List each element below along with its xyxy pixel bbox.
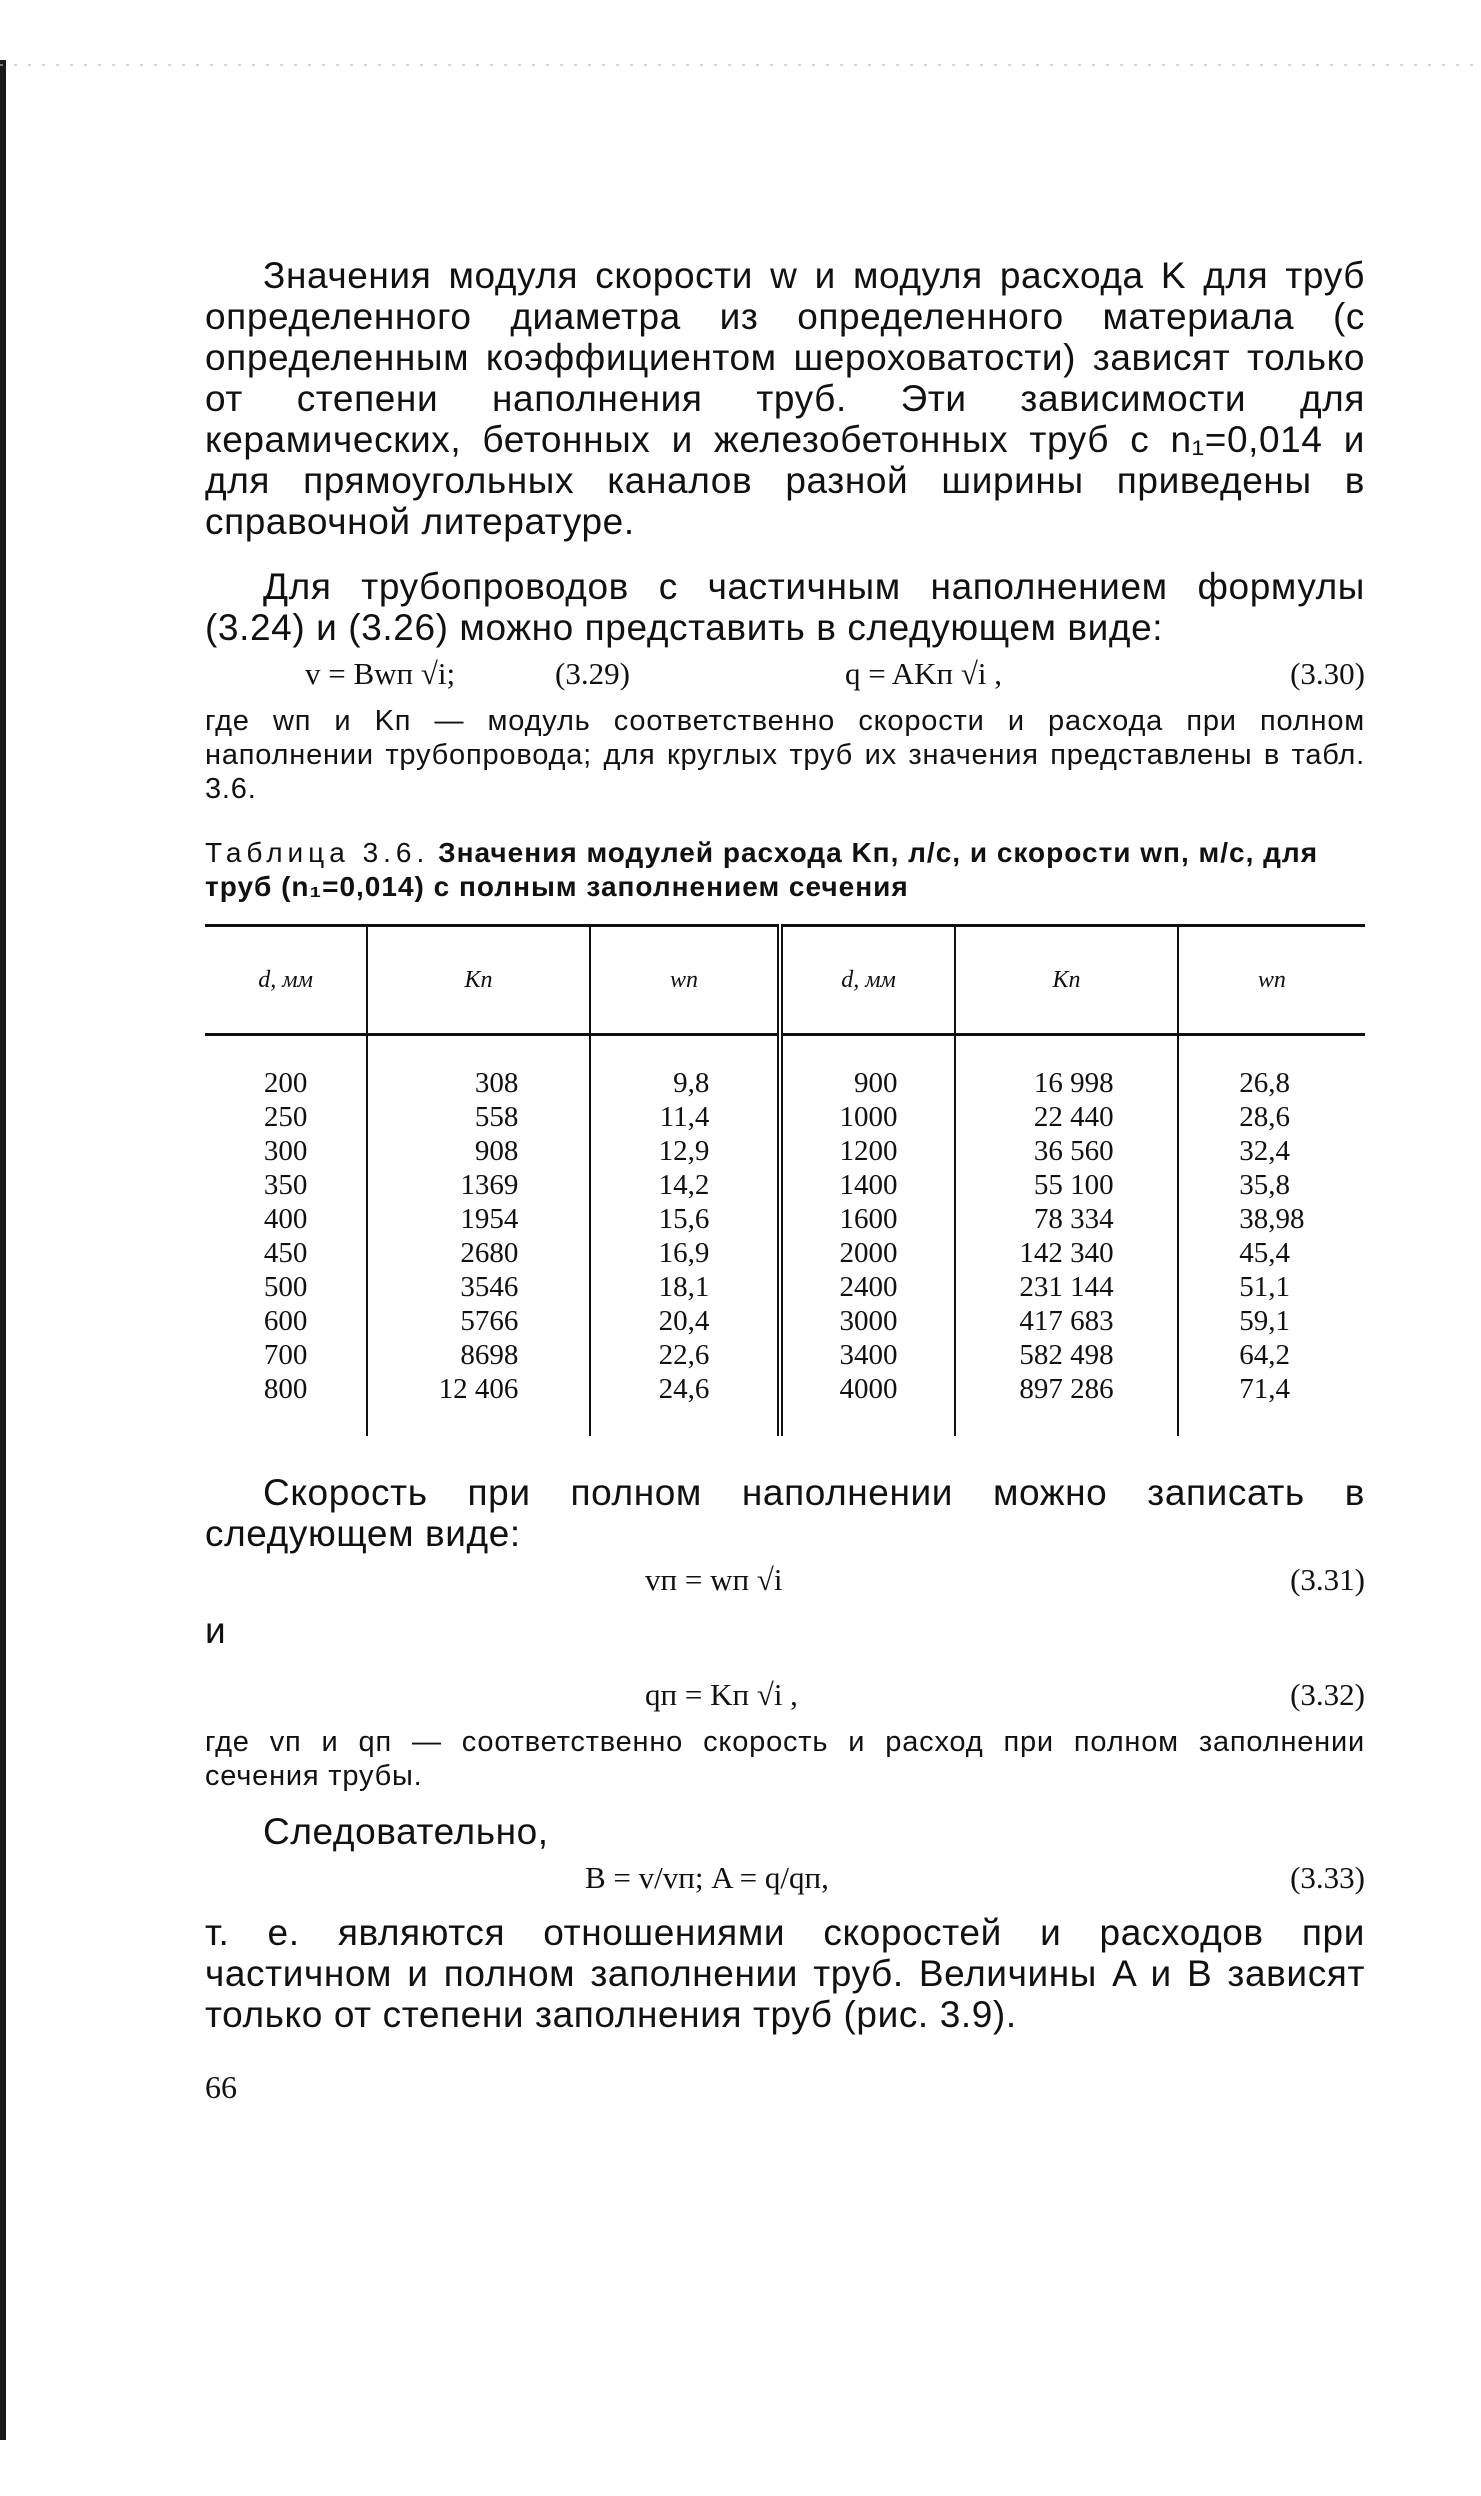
column-d-1 [205,1035,367,1437]
table-cell: 26,8 [1239,1067,1291,1099]
paragraph-5: т. е. являются отношениями скоростей и расходов при частичном и полном заполнении труб. Величины A и B зависят только от степени заполнения труб (рис. 3.9). [205,1912,1365,2035]
paragraph-3: Скорость при полном наполнении можно записать в следующем виде: [205,1472,1365,1554]
table-cell: 417 683 [1019,1305,1114,1337]
table-cell: 59,1 [1239,1305,1291,1337]
formula-number-3-32: (3.32) [1290,1677,1365,1712]
table-cell: 71,4 [1239,1373,1291,1405]
paragraph-4: Следовательно, [263,1811,549,1852]
table-cell: 55 100 [1033,1169,1114,1201]
table-cell: 16,9 [658,1237,710,1269]
column-k-1 [367,1035,590,1437]
formula-number-3-29: (3.29) [555,656,630,691]
table-header-row [205,926,1365,1035]
table-cell: 450 [263,1237,308,1269]
table-cell: 1954 [460,1203,519,1235]
table-cell: 38,98 [1239,1203,1305,1235]
table-cell: 2400 [839,1271,898,1303]
column-w-1 [590,1035,780,1437]
formula-row-329-330 [205,648,1365,704]
table-cell: 11,4 [659,1101,710,1133]
body-text-block [205,255,1365,648]
table-cell: 908 [474,1135,519,1167]
formula-3-33: B = v/vп; A = q/qп, [585,1860,829,1895]
table-cell: 1369 [460,1169,519,1201]
table-caption-title: Значения модулей расхода Kп, л/с, и скорости wп, м/с, для труб (n₁=0,014) с полным заполнением сечения [205,837,1319,902]
header-d-2: d, мм [780,926,955,1035]
table-cell: 16 998 [1033,1067,1114,1099]
body-text-block-4 [205,1912,1365,2035]
conjunction-and: и [205,1610,227,1651]
table-cell: 800 [263,1373,308,1405]
table-cell: 4000 [839,1373,898,1405]
table-cell: 22,6 [658,1339,710,1371]
table-cell: 500 [263,1271,308,1303]
table-cell: 2680 [460,1237,519,1269]
table-cell: 15,6 [658,1203,710,1235]
header-k-1: Kп [367,926,590,1035]
table-cell: 9,8 [673,1067,710,1099]
table-cell: 45,4 [1239,1237,1291,1269]
table-cell: 5766 [460,1305,519,1337]
formula-row-331 [205,1554,1365,1610]
table-cell: 900 [854,1067,898,1099]
table-cell: 20,4 [658,1305,710,1337]
column-d-2 [780,1035,955,1437]
column-k-2 [955,1035,1178,1437]
table-cell: 78 334 [1033,1203,1114,1235]
table-caption-label: Таблица 3.6. [205,837,430,868]
formula-3-32: qп = Kп √i , [645,1677,798,1712]
table-cell: 14,2 [658,1169,710,1201]
table-cell: 12,9 [658,1135,710,1167]
table-cell: 18,1 [658,1271,710,1303]
formula-number-3-33: (3.33) [1290,1860,1365,1895]
table-cell: 8698 [460,1339,519,1371]
header-w-1: wп [590,926,780,1035]
table-cell: 3000 [839,1305,898,1337]
body-text-block-3 [205,1811,1365,1852]
table-cell: 200 [263,1067,308,1099]
table-cell: 400 [263,1203,308,1235]
table-cell: 64,2 [1239,1339,1291,1371]
table-cell: 22 440 [1033,1101,1114,1133]
table-cell: 250 [263,1101,308,1133]
scan-noise [0,64,1481,66]
table-cell: 2000 [839,1237,898,1269]
header-w-2: wп [1178,926,1365,1035]
page-number: 66 [205,2069,237,2105]
header-d-1: d, мм [205,926,367,1035]
where-note-2: где vп и qп — соответственно скорость и расход при полном заполнении сечения трубы. [205,1726,1365,1792]
table-cell: 582 498 [1019,1339,1114,1371]
page-edge [0,60,6,2440]
table-cell: 1200 [839,1135,898,1167]
and-word [205,1610,1365,1651]
table-cell: 1000 [839,1101,898,1133]
table-cell: 142 340 [1019,1237,1114,1269]
table-cell: 51,1 [1239,1271,1291,1303]
header-k-2: Kп [955,926,1178,1035]
table-cell: 24,6 [658,1373,710,1405]
table-cell: 700 [263,1339,308,1371]
formula-row-333 [205,1852,1365,1908]
table-caption [205,836,1365,904]
formula-row-332 [205,1669,1365,1725]
modules-table [205,924,1365,1436]
table-cell: 1400 [839,1169,898,1201]
table-cell: 231 144 [1019,1271,1114,1303]
formula-3-30: q = AKп √i , [845,656,1003,691]
body-text-block-2 [205,1472,1365,1554]
table-cell: 558 [474,1101,519,1133]
table-cell: 308 [474,1067,519,1099]
table-cell: 35,8 [1239,1169,1291,1201]
table-cell: 350 [263,1169,308,1201]
column-w-2 [1178,1035,1365,1437]
paragraph-1: Значения модуля скорости w и модуля расхода K для труб определенного диаметра из определенного материала (с определенным коэффициентом шероховатости) зависят только от степени наполнения труб. Эти зависимости для керамических, бетонных и железобетонных труб с n₁=0,014 и для прямоугольных каналов разной ширины приведены в справочной литературе. [205,255,1365,542]
where-note-1: где wп и Kп — модуль соответственно скорости и расхода при полном наполнении трубопровода; для круглых труб их значения представлены в табл. 3.6. [205,705,1365,805]
formula-number-3-31: (3.31) [1290,1562,1365,1597]
table-cell: 300 [263,1135,308,1167]
table-cell: 32,4 [1239,1135,1291,1167]
formula-number-3-30: (3.30) [1290,656,1365,691]
table-cell: 600 [263,1305,308,1337]
table-cell: 3546 [460,1271,519,1303]
page-content [205,255,1365,2106]
table-cell: 28,6 [1239,1101,1291,1133]
table-cell: 3400 [839,1339,898,1371]
table-cell: 897 286 [1019,1373,1114,1405]
formula-3-29: v = Bwп √i; [305,656,456,691]
table-cell: 36 560 [1033,1135,1114,1167]
formula-3-31: vп = wп √i [645,1562,783,1597]
paragraph-2: Для трубопроводов с частичным наполнением формулы (3.24) и (3.26) можно представить в следующем виде: [205,566,1365,648]
table-body-row [205,1035,1365,1437]
table-cell: 12 406 [438,1373,519,1405]
table-cell: 1600 [839,1203,898,1235]
